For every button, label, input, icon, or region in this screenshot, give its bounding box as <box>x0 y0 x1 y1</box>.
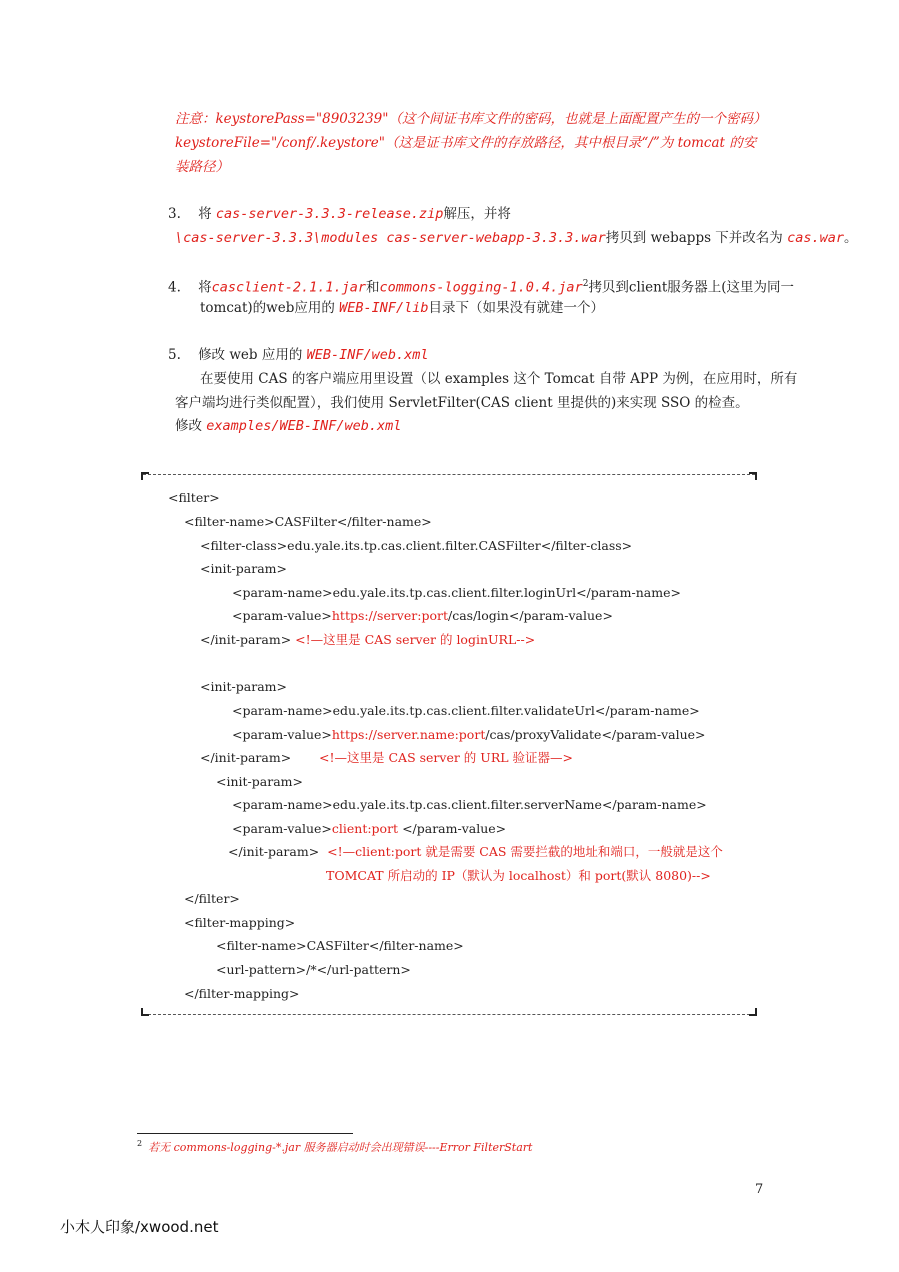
code-line: <filter> <box>168 490 220 505</box>
code-line <box>232 726 706 744</box>
step-3-target: cas.war <box>787 230 845 246</box>
step-4-number: 4. <box>168 279 181 296</box>
code-value: client:port <box>331 821 399 836</box>
code-line: <param-name>edu.yale.its.tp.cas.client.filter.validateUrl</param-name> <box>232 703 700 718</box>
step-5-line-1 <box>168 346 429 364</box>
step-3-line-1 <box>168 205 511 223</box>
note-line-2: keystoreFile="/conf/.keystore"（这是证书库文件的存放路径，其中根目录“/”为 tomcat 的安 <box>175 135 757 151</box>
step-4-line-1 <box>168 275 794 297</box>
code-comment: <!—这里是 CAS server 的 loginURL--> <box>295 632 536 647</box>
page-number: 7 <box>755 1182 764 1197</box>
code-comment: <!—这里是 CAS server 的 URL 验证器—> <box>319 750 573 765</box>
code-box-top-border <box>143 474 755 475</box>
code-line: <init-param> <box>200 561 287 576</box>
code-line: <init-param> <box>216 774 303 789</box>
step-3-end: 。 <box>844 230 858 246</box>
footnote-ref: 2 <box>582 279 589 289</box>
step-5-para-3-pre: 修改 <box>175 418 207 434</box>
code-line: </filter-mapping> <box>184 986 300 1001</box>
code-line: <param-name>edu.yale.its.tp.cas.client.filter.loginUrl</param-name> <box>232 585 681 600</box>
code-comment-cont: TOMCAT 所启动的 IP（默认为 localhost）和 port(默认 8080)--> <box>326 868 711 883</box>
code-line <box>200 749 573 767</box>
code-line <box>232 820 506 838</box>
code-line: <url-pattern>/*</url-pattern> <box>216 962 411 977</box>
code-segment: /cas/proxyValidate</param-value> <box>485 727 706 742</box>
step-3-mid: 解压，并将 <box>443 206 511 222</box>
step-5-pre: 修改 web 应用的 <box>198 347 307 363</box>
code-segment: <param-value> <box>232 821 332 836</box>
code-box-bottom-border <box>143 1014 755 1015</box>
code-url: https://server:port <box>331 608 448 623</box>
step-4-and: 和 <box>366 279 380 296</box>
step-4-pre: 将 <box>198 279 212 296</box>
code-comment: <!—client:port 就是需要 CAS 需要拦截的地址和端口，一般就是这个 <box>327 844 723 859</box>
code-segment: <param-value> <box>232 608 332 623</box>
code-box-corner <box>141 1008 149 1016</box>
step-4-file-1: casclient-2.1.1.jar <box>211 279 366 296</box>
footnote-text: 若无 commons-logging-*.jar 服务器启动时会出现错误----Error FilterStart <box>148 1141 533 1154</box>
note-line-1: 注意：keystorePass="8903239"（这个间证书库文件的密码，也就是上面配置产生的一个密码） <box>175 111 767 127</box>
step-5-para-1: 在要使用 CAS 的客户端应用里设置（以 examples 这个 Tomcat 自带 APP 为例，在应用时，所有 <box>200 371 798 387</box>
code-box-corner <box>141 472 149 480</box>
step-3-pre: 将 <box>198 206 216 222</box>
code-segment: </init-param> <box>200 632 292 647</box>
step-5-file: WEB-INF/web.xml <box>306 347 429 363</box>
code-url: https://server.name:port <box>331 727 486 742</box>
step-4-line2-end: 目录下（如果没有就建一个） <box>428 300 605 316</box>
footnote-rule <box>137 1133 353 1134</box>
code-line: <init-param> <box>200 679 287 694</box>
code-box-corner <box>749 472 757 480</box>
code-box-corner <box>749 1008 757 1016</box>
code-line: </filter> <box>184 891 240 906</box>
note-line-3: 装路径） <box>175 159 229 175</box>
step-4-line2-pre: tomcat)的web应用的 <box>200 300 340 316</box>
step-5-para-3 <box>175 417 401 435</box>
code-line <box>232 607 613 625</box>
code-line <box>200 631 535 649</box>
code-segment: </param-value> <box>398 821 507 836</box>
watermark: 小木人印象/xwood.net <box>60 1218 219 1236</box>
step-5-para-3-file: examples/WEB-INF/web.xml <box>206 418 402 434</box>
step-3-line-2 <box>175 229 858 247</box>
code-segment: <param-value> <box>232 727 332 742</box>
step-3-path: \cas-server-3.3.3\modules cas-server-webapp-3.3.3.war <box>175 230 606 246</box>
step-4-file-2: commons-logging-1.0.4.jar <box>379 279 583 296</box>
step-4-line-2 <box>200 299 604 317</box>
footnote <box>137 1139 532 1155</box>
code-segment: </init-param> <box>200 750 292 765</box>
code-segment: /cas/login</param-value> <box>447 608 613 623</box>
step-5-number: 5. <box>168 347 181 363</box>
code-line <box>228 843 723 861</box>
code-line: <filter-name>CASFilter</filter-name> <box>184 514 432 529</box>
footnote-number: 2 <box>137 1139 143 1148</box>
code-line: <param-name>edu.yale.its.tp.cas.client.filter.serverName</param-name> <box>232 797 707 812</box>
step-4-dir: WEB-INF/lib <box>339 300 429 316</box>
code-line: <filter-class>edu.yale.its.tp.cas.client.filter.CASFilter</filter-class> <box>200 538 633 553</box>
step-3-mid2: 拷贝到 webapps 下并改名为 <box>605 230 788 246</box>
step-5-para-2: 客户端均进行类似配置），我们使用 ServletFilter(CAS client 里提供的)来实现 SSO 的检查。 <box>175 395 749 411</box>
code-segment: </init-param> <box>228 844 320 859</box>
code-line: <filter-mapping> <box>184 915 296 930</box>
step-3-number: 3. <box>168 206 181 222</box>
step-4-mid: 拷贝到client服务器上(这里为同一 <box>588 279 795 296</box>
code-line: <filter-name>CASFilter</filter-name> <box>216 938 464 953</box>
step-3-file: cas-server-3.3.3-release.zip <box>215 206 444 222</box>
